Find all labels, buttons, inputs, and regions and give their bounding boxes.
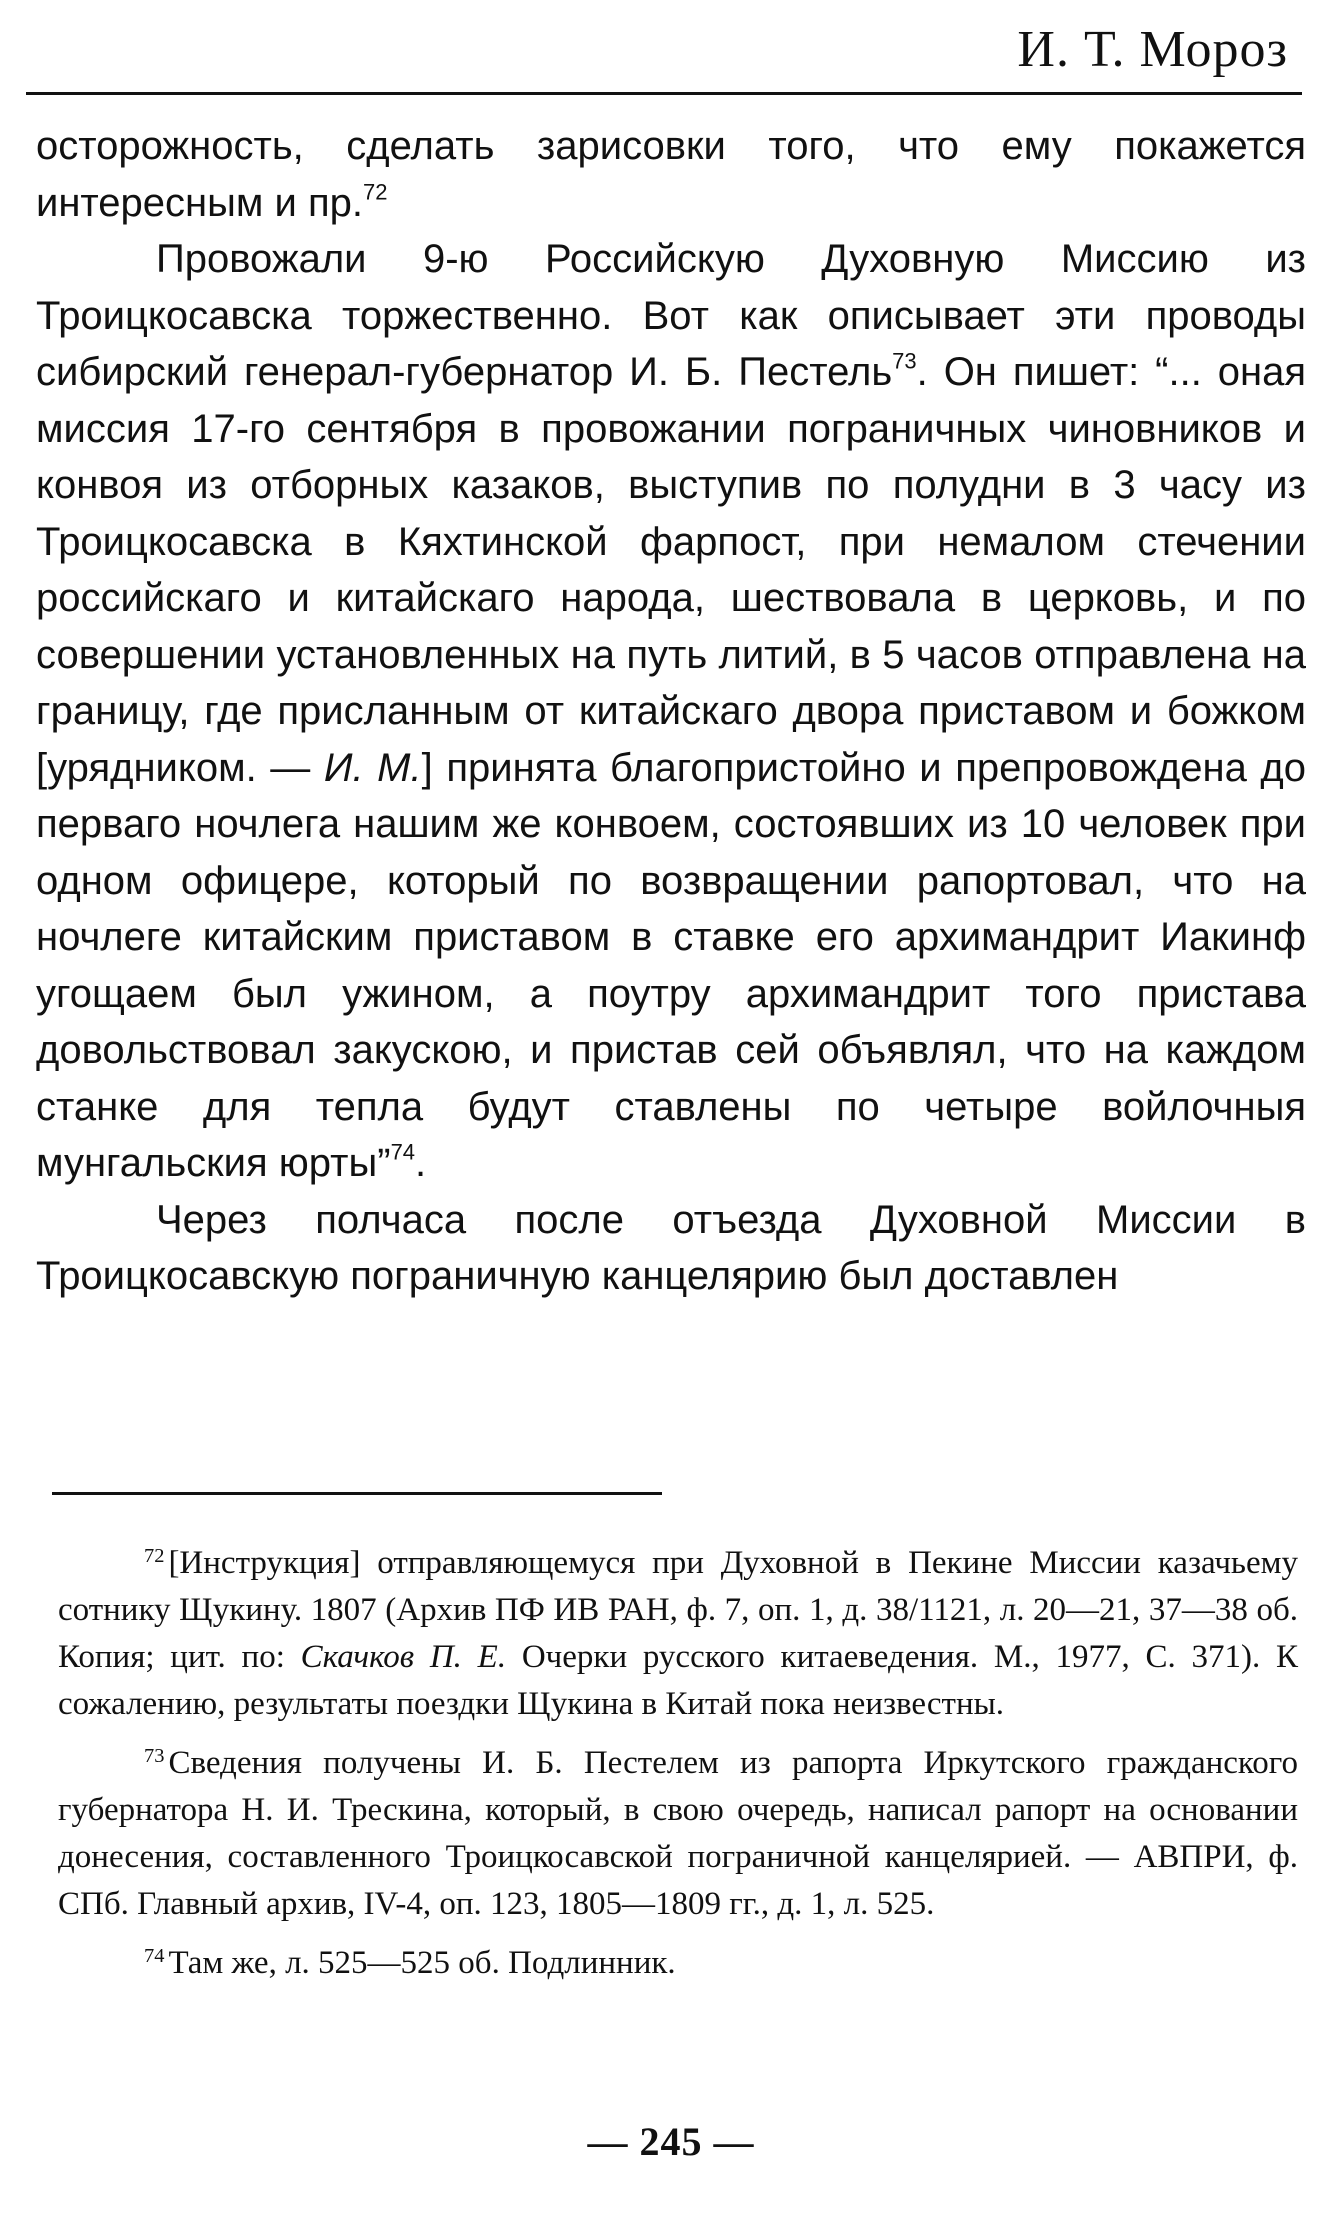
footnote-number: 73: [144, 1744, 165, 1767]
paragraph-2: [36, 231, 1306, 1192]
footnote-74: [58, 1940, 1298, 1987]
footnote-72: [58, 1540, 1298, 1728]
cited-author: Скачков П. Е.: [300, 1639, 507, 1675]
footnote-73-text: Сведения получены И. Б. Пестелем из рапорта Иркутского гражданского губернатора Н. И. Трескина, который, в свою очередь, написал рапорт на основании донесения, составленного Троицкосавской пограничной канцелярией. — АВПРИ, ф. СПб. Главный архив, IV-4, оп. 123, 1805—1809 гг., д. 1, л. 525.: [58, 1745, 1298, 1922]
page-number: — 245 —: [587, 2119, 755, 2164]
note-ref-72: 72: [362, 179, 388, 204]
paragraph-1: [36, 118, 1306, 231]
footnote-73: [58, 1740, 1298, 1928]
editor-initials: И. М.: [323, 745, 422, 790]
footnote-divider: [52, 1492, 662, 1495]
main-text: [36, 118, 1306, 1305]
paragraph-2-part-d: .: [415, 1141, 427, 1185]
paragraph-3: Через полчаса после отъезда Духовной Миссии в Троицкосавскую пограничную канцелярию был доставлен: [36, 1197, 1306, 1298]
running-head-author: И. Т. Мороз: [1017, 21, 1288, 78]
footnote-74-text: Там же, л. 525—525 об. Подлинник.: [168, 1945, 676, 1981]
note-ref-73: 73: [892, 348, 917, 374]
paragraph-2-part-c: ] принята благопристойно и препровождена до перваго ночлега нашим же конвоем, состоявших из 10 человек при одном офицере, который по возвращении рапортовал, что на ночлеге китайским приставом в ставке его архимандрит Иакинф угощаем был ужином, а поутру архимандрит того пристава довольствовал закускою, и пристав сей объявлял, что на каждом станке для тепла будут ставлены по четыре войлочныя мунгальския юрты”: [36, 745, 1306, 1185]
footnotes: [58, 1540, 1298, 1999]
footnote-number: 72: [144, 1544, 165, 1567]
paragraph-2-part-b: . Он пишет: “... оная миссия 17-го сентября в провожании пограничных чиновников и конвоя из отборных казаков, выступив по полудни в 3 часу из Троицкосавска в Кяхтинской фарпост, при немалом стечении российскаго и китайскаго народа, шествовала в церковь, и по совершении установленных на путь литий, в 5 часов отправлена на границу, где присланным от китайскаго двора приставом и божком [урядником. —: [36, 350, 1306, 790]
footnote-72-part-b: Очерки русского китаеведения. М., 1977, С. 371). К сожалению, результаты поездки Щукина в Китай пока неизвестны.: [58, 1639, 1298, 1722]
header-rule: [26, 92, 1302, 95]
footnote-number: 74: [144, 1944, 165, 1967]
note-ref-74: 74: [390, 1139, 416, 1165]
paragraph-1-text: осторожность, сделать зарисовки того, что ему покажется интересным и пр.: [36, 124, 1306, 225]
paragraph-2-part-a: Провожали 9-ю Российскую Духовную Миссию из Троицкосавска торжественно. Вот как описывает эти проводы сибирский генерал-губернатор И. Б. Пестель: [36, 237, 1306, 394]
footnote-72-part-a: [Инструкция] отправляющемуся при Духовной в Пекине Миссии казачьему сотнику Щукину. 1807 (Архив ПФ ИВ РАН, ф. 7, оп. 1, д. 38/1121, л. 20—21, 37—38 об. Копия; цит. по:: [58, 1545, 1298, 1675]
